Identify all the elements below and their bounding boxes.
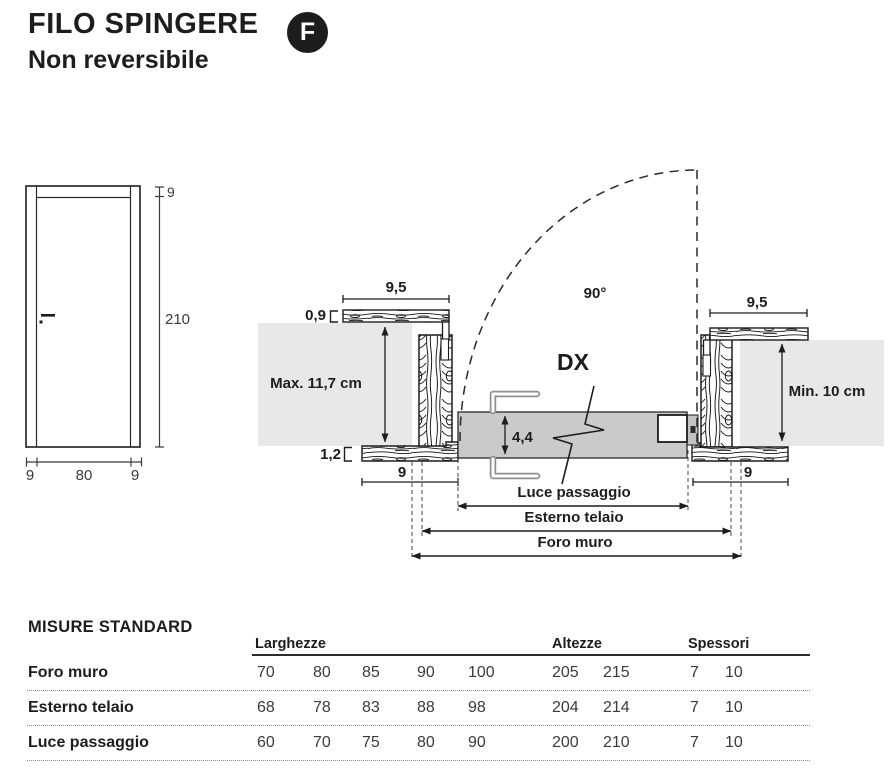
- table-cell: 70: [257, 664, 275, 681]
- jamb-left-width-label: 9: [397, 464, 407, 481]
- table-cell: 80: [313, 664, 331, 681]
- dim-jamb-left: 9: [25, 467, 35, 484]
- row-label: Foro muro: [28, 664, 108, 681]
- esterno-label: Esterno telaio: [524, 509, 624, 526]
- table-cell: 80: [417, 734, 435, 751]
- hand-label: DX: [557, 349, 589, 375]
- table-cell: 100: [468, 664, 495, 681]
- dim-jamb-right: 9: [130, 467, 140, 484]
- table-cell: 10: [725, 734, 743, 751]
- bottom-arch-thickness-bracket: [345, 448, 353, 462]
- table-cell: 98: [468, 699, 486, 716]
- table-cell: 68: [257, 699, 275, 716]
- col-group-altezze: Altezze: [552, 636, 602, 652]
- architrave-left-hook: [443, 322, 450, 340]
- table-cell: 205: [552, 664, 579, 681]
- table-cell: 210: [603, 734, 630, 751]
- jamb-right-width-label: 9: [743, 464, 753, 481]
- elevation-height-dim: [155, 187, 164, 447]
- handle-top-icon: [493, 394, 537, 411]
- table-cell: 214: [603, 699, 630, 716]
- table-cell: 10: [725, 664, 743, 681]
- table-cell: 60: [257, 734, 275, 751]
- architrave-top-left: [343, 310, 449, 322]
- architrave-right-hook: [704, 340, 711, 356]
- plan-view: [258, 170, 884, 560]
- arch-thickness-bracket: [331, 311, 339, 322]
- table-row: [27, 691, 810, 726]
- dim-door-width: 80: [75, 467, 93, 484]
- architrave-top-right: [710, 328, 808, 340]
- table-cell: 10: [725, 699, 743, 716]
- jamb-left-dim: [362, 478, 458, 486]
- table-cell: 7: [690, 734, 699, 751]
- jamb-left-slot: [441, 339, 449, 360]
- table-cell: 75: [362, 734, 380, 751]
- table-cell: 215: [603, 664, 630, 681]
- swing-angle-label: 90°: [583, 285, 607, 302]
- table-cell: 78: [313, 699, 331, 716]
- row-label: Esterno telaio: [28, 699, 134, 716]
- dim-head-height: 9: [167, 184, 175, 200]
- page-subtitle: Non reversibile: [28, 46, 209, 74]
- table-cell: 200: [552, 734, 579, 751]
- bottom-arch-thickness-label: 1,2: [320, 446, 341, 463]
- elevation-width-dim: [27, 458, 142, 467]
- table-cell: 88: [417, 699, 435, 716]
- row-label: Luce passaggio: [28, 734, 149, 751]
- table-cell: 7: [690, 664, 699, 681]
- luce-label: Luce passaggio: [517, 484, 631, 501]
- dim-door-height: 210: [165, 311, 191, 328]
- page-title: FILO SPINGERE: [28, 8, 259, 40]
- col-group-larghezze: Larghezze: [255, 636, 326, 652]
- latch-bolt: [691, 426, 696, 433]
- table-cell: 70: [313, 734, 331, 751]
- jamb-right-slot: [703, 355, 711, 376]
- table-cell: 83: [362, 699, 380, 716]
- table-cell: 90: [468, 734, 486, 751]
- variant-badge: F: [287, 12, 328, 53]
- table-cell: 90: [417, 664, 435, 681]
- wall-left-label: Max. 11,7 cm: [270, 375, 362, 392]
- arch-left-width-label: 9,5: [385, 279, 407, 296]
- col-group-spessori: Spessori: [688, 636, 750, 652]
- arch-thickness-label: 0,9: [305, 307, 326, 324]
- lock-case: [658, 415, 687, 442]
- wall-right-label: Min. 10 cm: [788, 383, 866, 400]
- elevation-view: [26, 184, 190, 484]
- leaf-thickness-label: 4,4: [512, 429, 533, 446]
- arch-left-dim: [343, 295, 449, 303]
- table-cell: 85: [362, 664, 380, 681]
- foro-label: Foro muro: [537, 534, 613, 551]
- table-cell: 204: [552, 699, 579, 716]
- arch-right-width-label: 9,5: [746, 294, 768, 311]
- table-title: MISURE STANDARD: [28, 618, 193, 636]
- table-cell: 7: [690, 699, 699, 716]
- table-row: [27, 726, 810, 761]
- table-row: [27, 656, 810, 691]
- handle-bottom-icon: [493, 459, 537, 476]
